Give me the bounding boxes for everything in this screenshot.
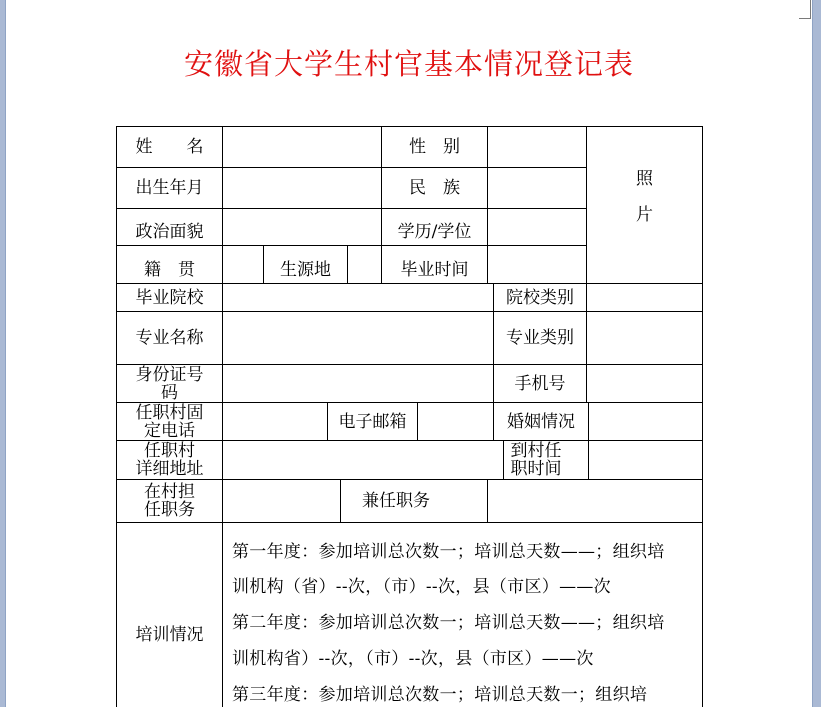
- label-text: 到村任: [510, 441, 562, 461]
- label-arrival-time: [504, 441, 568, 479]
- table-line: [116, 522, 702, 523]
- label-mobile: 手机号: [514, 373, 566, 394]
- label-id-number: [117, 365, 222, 402]
- training-line: 第二年度：参加培训总次数一；培训总天数——；组织培: [232, 613, 665, 633]
- training-line: 第三年度：参加培训总次数一；培训总天数一；组织培: [232, 685, 648, 705]
- table-line: [487, 479, 488, 522]
- table-line: [588, 402, 589, 479]
- photo-label: 照: [636, 169, 653, 189]
- label-school-type: 院校类别: [506, 287, 574, 308]
- margin-corner-mark: [799, 18, 811, 19]
- label-email: 电子邮箱: [338, 411, 407, 432]
- label-text: 任职务: [144, 500, 195, 520]
- table-line: [487, 126, 488, 283]
- label-text: 在村担: [144, 482, 195, 502]
- training-line: 训机构（省）--次，（市）--次，县（市区）——次: [232, 577, 611, 597]
- training-line: 第一年度：参加培训总次数一；培训总天数——；组织培: [232, 542, 665, 562]
- page-title: 安徽省大学生村官基本情况登记表: [183, 47, 634, 81]
- label-village-post: [117, 480, 222, 522]
- table-line: [702, 126, 703, 707]
- label-birth: 出生年月: [135, 178, 204, 198]
- label-training: 培训情况: [135, 625, 204, 645]
- label-political: 政治面貌: [135, 221, 204, 242]
- label-marital: 婚姻情况: [507, 411, 575, 432]
- label-graduation-time: 毕业时间: [400, 259, 469, 280]
- table-line: [347, 245, 348, 283]
- label-text: 详细地址: [135, 459, 204, 479]
- label-major-name: 专业名称: [135, 328, 204, 348]
- table-line: [417, 402, 418, 440]
- photo-label: 片: [636, 205, 653, 225]
- label-education: 学历/学位: [397, 221, 472, 242]
- label-major-type: 专业类别: [506, 328, 574, 348]
- photo-area: [587, 127, 702, 283]
- label-village-phone: [117, 403, 222, 440]
- label-text: 定电话: [144, 420, 195, 441]
- label-text: 职时间: [510, 459, 562, 479]
- label-text: 身份证号: [135, 364, 204, 385]
- label-native-place: 籍 贯: [144, 259, 195, 280]
- label-text: 码: [161, 382, 178, 403]
- label-concurrent-post: 兼任职务: [362, 491, 430, 511]
- training-line: 训机构省）--次，（市）--次，县（市区）——次: [232, 649, 594, 669]
- label-village-address: [117, 441, 222, 479]
- label-gender: 性 别: [409, 137, 460, 157]
- margin-corner-mark: [810, 0, 811, 18]
- label-graduate-school: 毕业院校: [135, 287, 204, 308]
- label-student-origin: 生源地: [280, 259, 331, 280]
- table-line: [222, 126, 223, 707]
- label-text: 任职村固: [135, 402, 204, 423]
- document-page: [5, 0, 813, 707]
- label-text: 任职村: [144, 441, 195, 461]
- label-ethnicity: 民 族: [409, 178, 460, 198]
- label-name: 姓 名: [135, 137, 204, 157]
